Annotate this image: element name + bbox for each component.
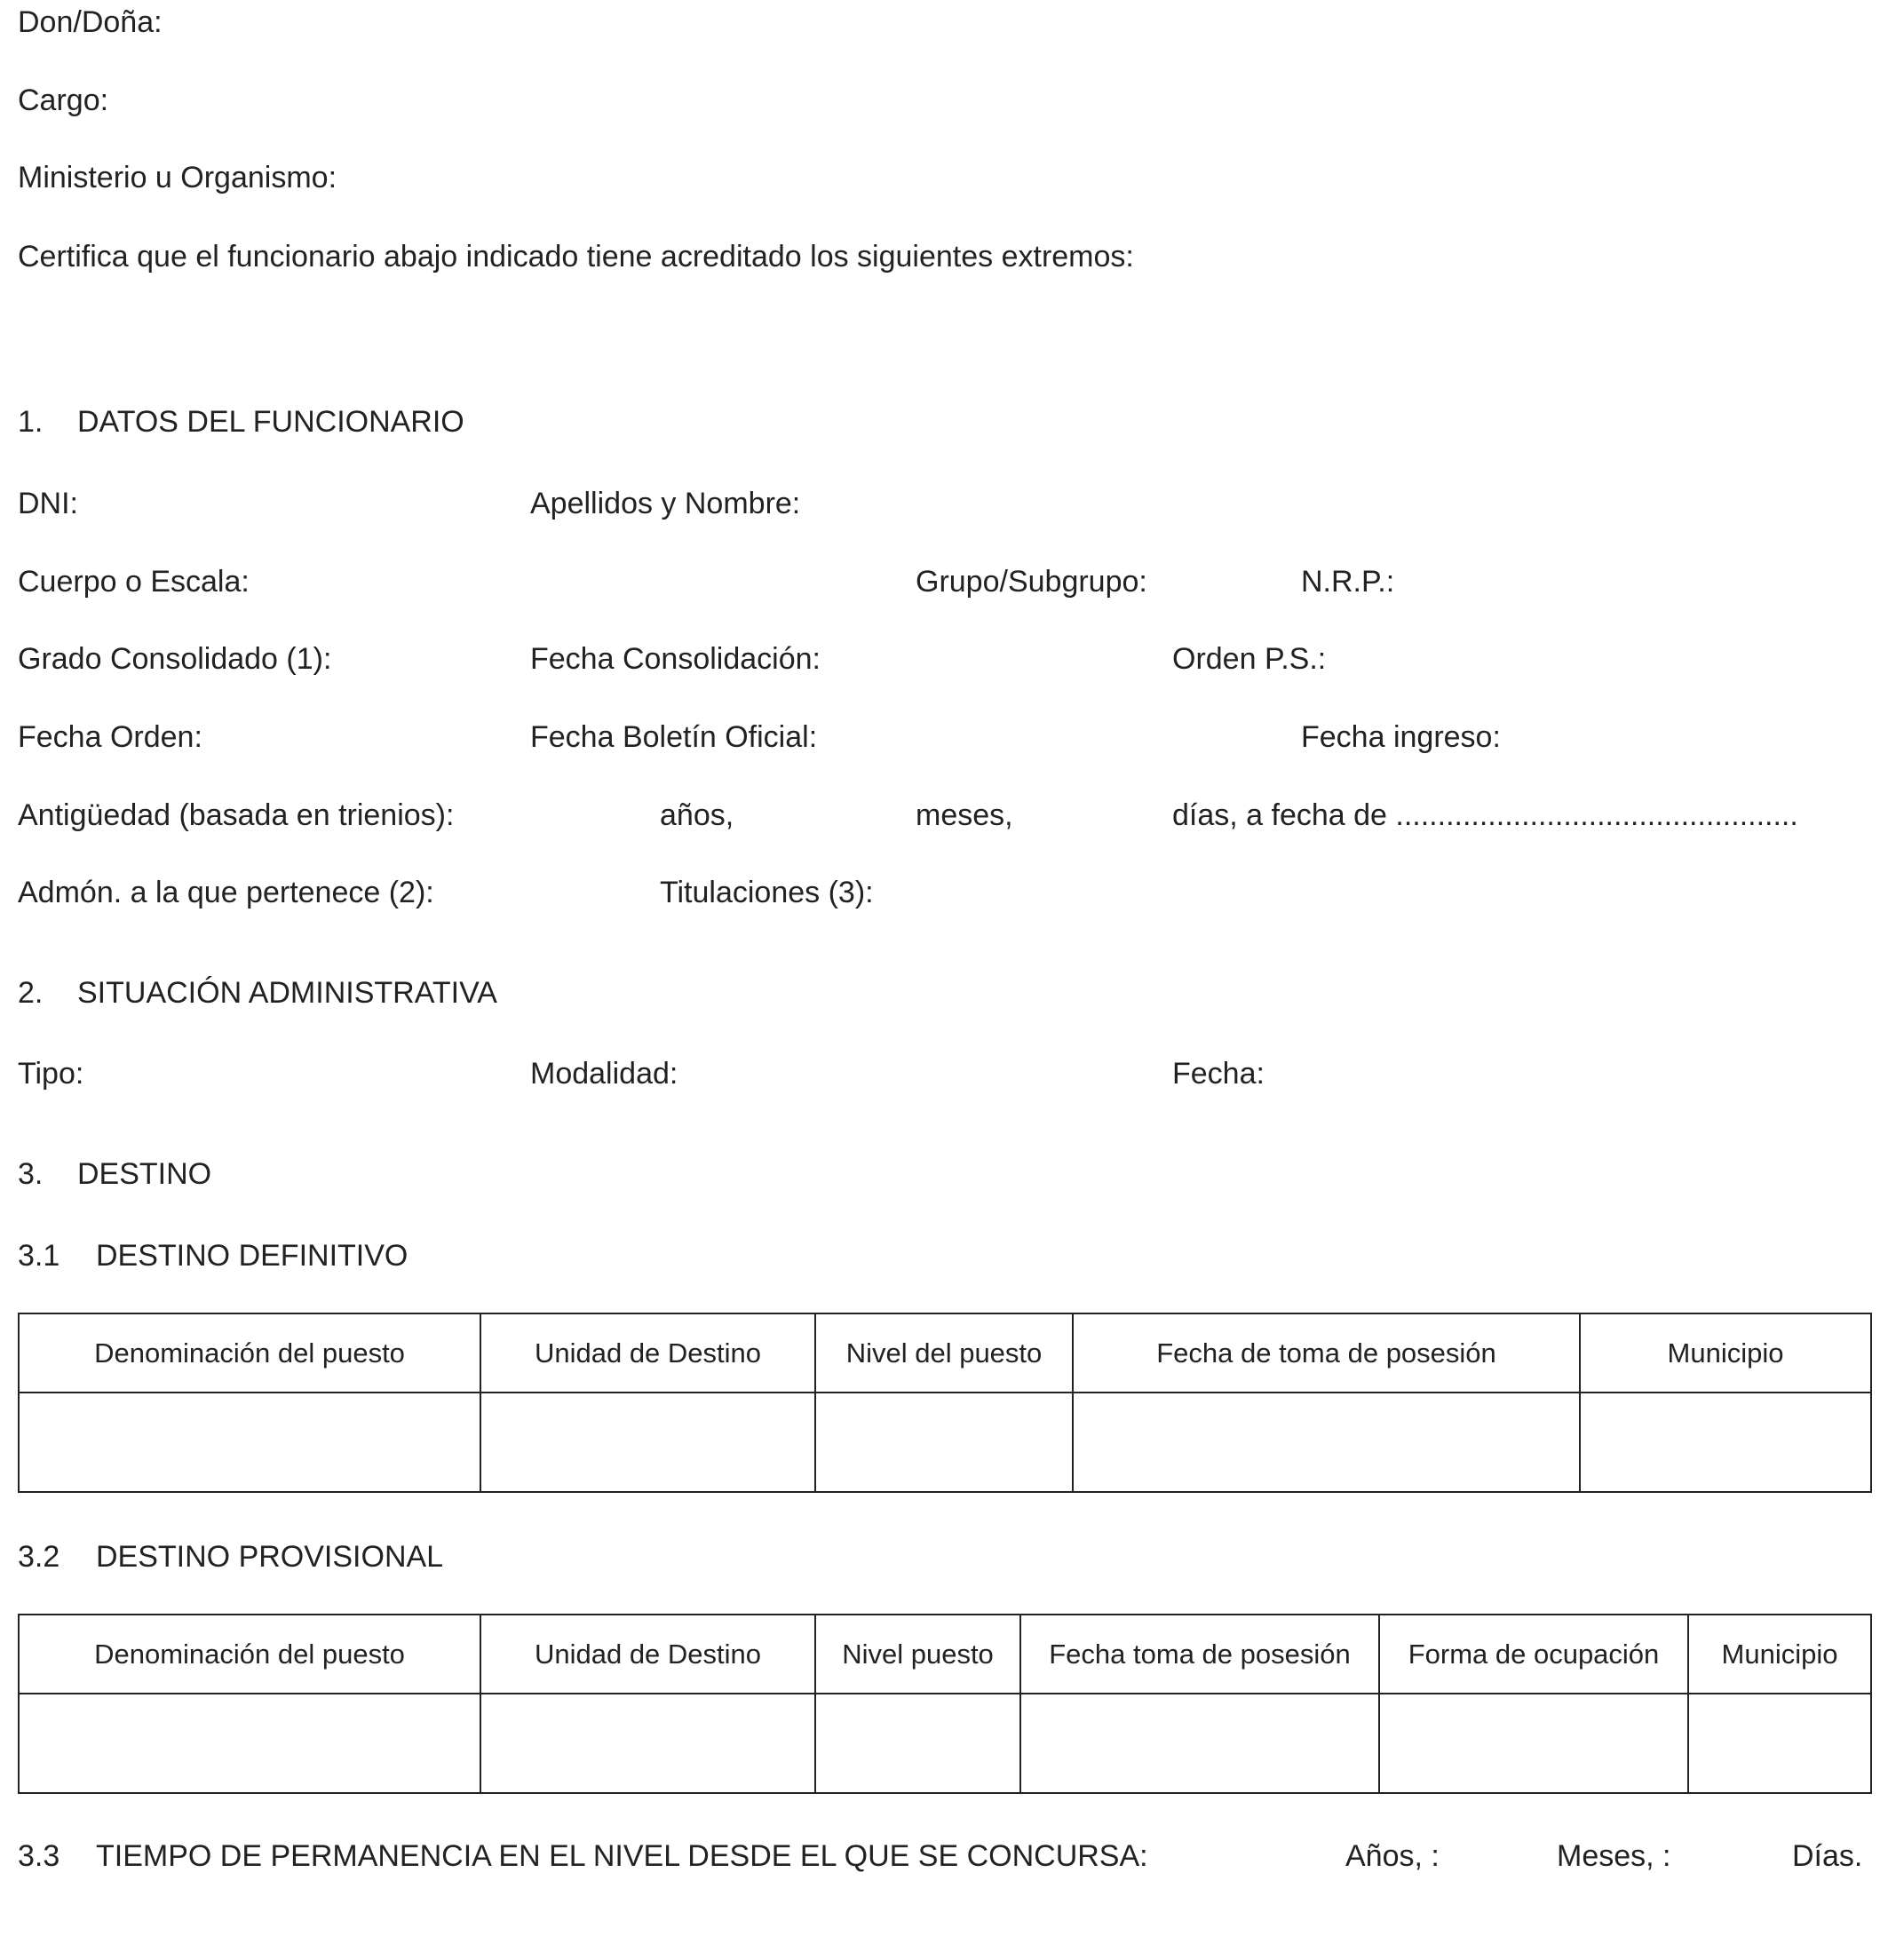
fecha-boletin-label: Fecha Boletín Oficial:: [530, 720, 818, 754]
certifica-text: Certifica que el funcionario abajo indicado tiene acreditado los siguientes extremos:: [18, 240, 1134, 274]
table-header-row: [19, 1313, 1871, 1393]
table-cell[interactable]: [480, 1694, 815, 1793]
section-3-2-number: 3.2: [18, 1540, 60, 1574]
destino-provisional-table: [18, 1614, 1872, 1794]
permanencia-anos-label: Años, :: [1345, 1839, 1440, 1873]
column-header-denominacion: Denominación del puesto: [19, 1313, 480, 1393]
section-1-title: DATOS DEL FUNCIONARIO: [77, 405, 464, 439]
tipo-label: Tipo:: [18, 1057, 84, 1091]
anos-label: años,: [660, 798, 734, 832]
ministerio-label: Ministerio u Organismo:: [18, 161, 337, 194]
column-header-municipio: Municipio: [1580, 1313, 1871, 1393]
cargo-label: Cargo:: [18, 83, 109, 117]
column-header-forma-ocupacion: Forma de ocupación: [1379, 1615, 1688, 1694]
section-3-2-title: DESTINO PROVISIONAL: [96, 1540, 444, 1574]
grado-consolidado-label: Grado Consolidado (1):: [18, 642, 332, 676]
section-2-number: 2.: [18, 976, 44, 1010]
grupo-subgrupo-label: Grupo/Subgrupo:: [916, 565, 1147, 599]
admon-label: Admón. a la que pertenece (2):: [18, 876, 434, 909]
table-cell[interactable]: [1580, 1393, 1871, 1492]
table-cell[interactable]: [815, 1393, 1073, 1492]
section-3-number: 3.: [18, 1157, 44, 1191]
table-cell[interactable]: [1073, 1393, 1580, 1492]
column-header-fecha-toma: Fecha toma de posesión: [1020, 1615, 1379, 1694]
orden-ps-label: Orden P.S.:: [1172, 642, 1327, 676]
permanencia-dias-label: Días.: [1792, 1839, 1863, 1873]
column-header-nivel: Nivel del puesto: [815, 1313, 1073, 1393]
section-3-1-number: 3.1: [18, 1239, 60, 1273]
table-cell[interactable]: [19, 1393, 480, 1492]
column-header-unidad: Unidad de Destino: [480, 1313, 815, 1393]
table-cell[interactable]: [1688, 1694, 1871, 1793]
column-header-fecha-toma: Fecha de toma de posesión: [1073, 1313, 1580, 1393]
section-3-3-number: 3.3: [18, 1839, 60, 1873]
table-cell[interactable]: [1379, 1694, 1688, 1793]
section-3-1-title: DESTINO DEFINITIVO: [96, 1239, 409, 1273]
section-2-title: SITUACIÓN ADMINISTRATIVA: [77, 976, 497, 1010]
section-1-number: 1.: [18, 405, 44, 439]
dni-label: DNI:: [18, 487, 78, 520]
table-header-row: [19, 1615, 1871, 1694]
antiguedad-label: Antigüedad (basada en trienios):: [18, 798, 455, 832]
table-cell[interactable]: [1020, 1694, 1379, 1793]
table-cell[interactable]: [815, 1694, 1020, 1793]
table-row: [19, 1393, 1871, 1492]
permanencia-meses-label: Meses, :: [1557, 1839, 1671, 1873]
meses-label: meses,: [916, 798, 1013, 832]
fecha-consolidacion-label: Fecha Consolidación:: [530, 642, 821, 676]
section-3-3-title: TIEMPO DE PERMANENCIA EN EL NIVEL DESDE EL QUE SE CONCURSA:: [96, 1839, 1148, 1873]
nrp-label: N.R.P.:: [1301, 565, 1395, 599]
cuerpo-escala-label: Cuerpo o Escala:: [18, 565, 250, 599]
titulaciones-label: Titulaciones (3):: [660, 876, 874, 909]
apellidos-nombre-label: Apellidos y Nombre:: [530, 487, 801, 520]
column-header-municipio: Municipio: [1688, 1615, 1871, 1694]
dias-fecha-label: días, a fecha de ................................................: [1172, 798, 1798, 832]
don-dona-label: Don/Doña:: [18, 5, 163, 39]
table-cell[interactable]: [19, 1694, 480, 1793]
fecha-label: Fecha:: [1172, 1057, 1265, 1091]
column-header-nivel: Nivel puesto: [815, 1615, 1020, 1694]
column-header-denominacion: Denominación del puesto: [19, 1615, 480, 1694]
fecha-ingreso-label: Fecha ingreso:: [1301, 720, 1501, 754]
section-3-title: DESTINO: [77, 1157, 212, 1191]
modalidad-label: Modalidad:: [530, 1057, 678, 1091]
column-header-unidad: Unidad de Destino: [480, 1615, 815, 1694]
table-row: [19, 1694, 1871, 1793]
fecha-orden-label: Fecha Orden:: [18, 720, 202, 754]
destino-definitivo-table: [18, 1313, 1872, 1493]
table-cell[interactable]: [480, 1393, 815, 1492]
